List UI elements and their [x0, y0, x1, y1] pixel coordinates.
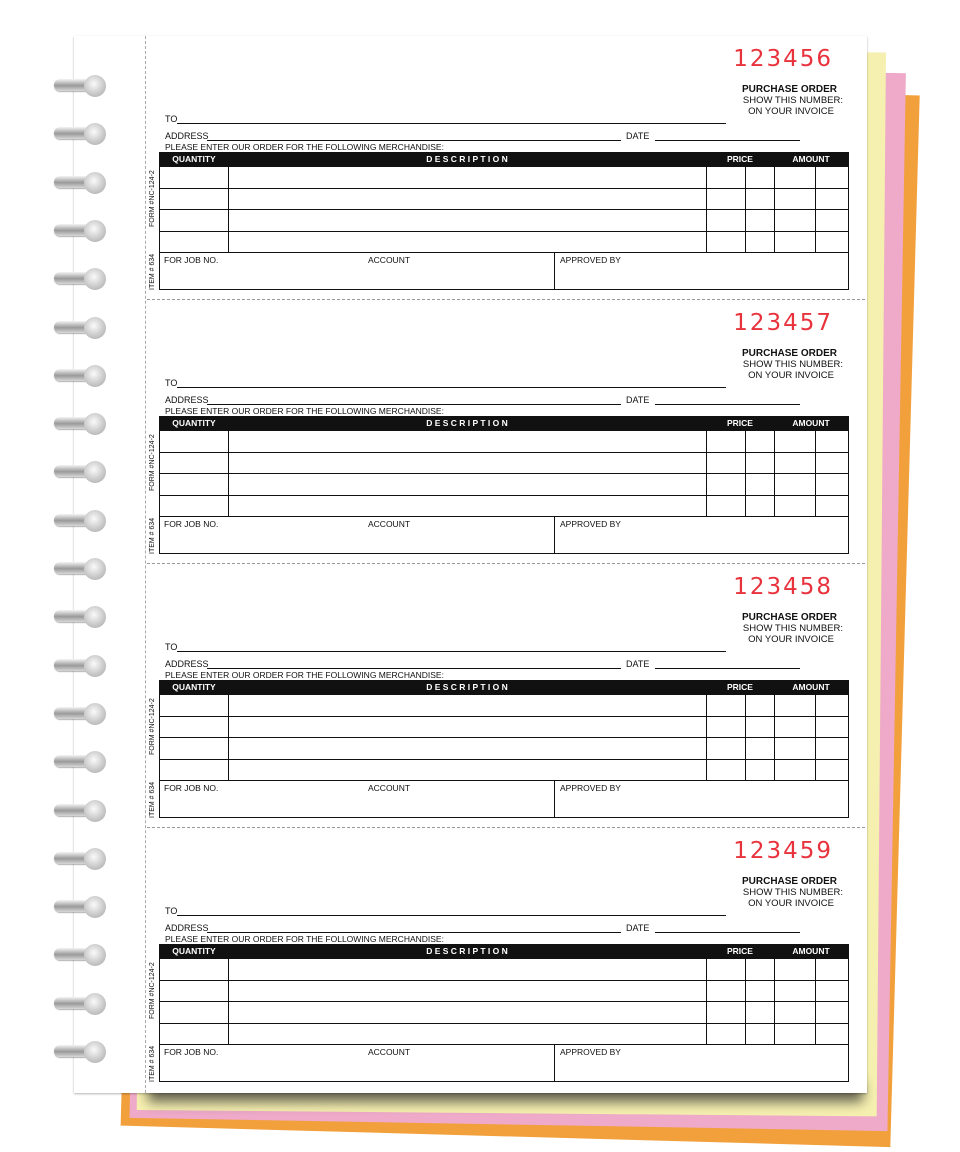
show-number-note: SHOW THIS NUMBER: — [742, 623, 843, 634]
column-divider — [745, 167, 746, 253]
order-table — [159, 680, 849, 818]
column-amount: AMOUNT — [792, 946, 830, 956]
job-number-label: FOR JOB NO. — [164, 783, 219, 793]
account-label: ACCOUNT — [368, 1047, 411, 1057]
to-field[interactable] — [177, 123, 726, 124]
column-divider — [228, 153, 229, 253]
to-label: TO — [165, 378, 178, 388]
spiral-ring-icon — [54, 988, 110, 1020]
table-row-line — [160, 252, 848, 253]
item-code: ITEM # 634 — [149, 1045, 156, 1082]
invoice-note: ON YOUR INVOICE — [748, 370, 834, 381]
account-label: ACCOUNT — [368, 519, 411, 529]
invoice-note: ON YOUR INVOICE — [748, 106, 834, 117]
po-title: PURCHASE ORDER — [741, 876, 837, 887]
spiral-ring-icon — [54, 553, 110, 585]
column-quantity: QUANTITY — [172, 154, 216, 164]
column-divider — [228, 417, 229, 517]
column-divider — [706, 417, 707, 517]
table-row-line — [160, 1001, 848, 1002]
column-price: PRICE — [727, 682, 753, 692]
order-table — [159, 944, 849, 1082]
form-code: FORM #NC-124-2 — [149, 698, 156, 755]
date-label: DATE — [626, 131, 650, 141]
date-label: DATE — [626, 659, 650, 669]
approved-by-label: APPROVED BY — [560, 255, 621, 265]
form-code: FORM #NC-124-2 — [149, 962, 156, 1019]
approved-by-label: APPROVED BY — [560, 783, 621, 793]
column-divider — [815, 167, 816, 253]
invoice-note: ON YOUR INVOICE — [748, 898, 834, 909]
date-field[interactable] — [655, 140, 800, 141]
column-amount: AMOUNT — [792, 154, 830, 164]
column-description: D E S C R I P T I O N — [426, 946, 508, 956]
address-label: ADDRESS — [165, 923, 209, 933]
column-divider — [228, 681, 229, 781]
spiral-ring-icon — [54, 505, 110, 537]
spiral-ring-icon — [54, 167, 110, 199]
form-code: FORM #NC-124-2 — [149, 434, 156, 491]
purchase-order-form — [147, 568, 865, 832]
order-table — [159, 152, 849, 290]
purchase-order-form — [147, 304, 865, 568]
spiral-ring-icon — [54, 118, 110, 150]
table-row-line — [160, 1044, 848, 1045]
column-divider — [706, 681, 707, 781]
column-amount: AMOUNT — [792, 682, 830, 692]
spiral-ring-icon — [54, 263, 110, 295]
date-label: DATE — [626, 395, 650, 405]
order-instruction: PLEASE ENTER OUR ORDER FOR THE FOLLOWING MERCHANDISE: — [165, 670, 444, 680]
spiral-ring-icon — [54, 312, 110, 344]
po-number: 123458 — [733, 574, 833, 600]
column-quantity: QUANTITY — [172, 682, 216, 692]
column-divider — [815, 959, 816, 1045]
table-row-line — [160, 980, 848, 981]
po-number: 123456 — [733, 46, 833, 72]
address-label: ADDRESS — [165, 131, 209, 141]
footer-divider — [554, 517, 555, 554]
table-row-line — [160, 188, 848, 189]
footer-divider — [554, 253, 555, 290]
date-label: DATE — [626, 923, 650, 933]
spiral-ring-icon — [54, 360, 110, 392]
address-field[interactable] — [207, 404, 621, 405]
column-divider — [774, 681, 775, 781]
to-field[interactable] — [177, 915, 726, 916]
column-divider — [815, 431, 816, 517]
to-label: TO — [165, 642, 178, 652]
po-title: PURCHASE ORDER — [741, 612, 837, 623]
spiral-ring-icon — [54, 650, 110, 682]
approved-by-label: APPROVED BY — [560, 1047, 621, 1057]
purchase-order-form — [147, 40, 865, 304]
po-title: PURCHASE ORDER — [741, 348, 837, 359]
po-title: PURCHASE ORDER — [741, 84, 837, 95]
invoice-note: ON YOUR INVOICE — [748, 634, 834, 645]
table-row-line — [160, 516, 848, 517]
column-price: PRICE — [727, 418, 753, 428]
spiral-ring-icon — [54, 939, 110, 971]
column-description: D E S C R I P T I O N — [426, 154, 508, 164]
address-label: ADDRESS — [165, 395, 209, 405]
spiral-ring-icon — [54, 408, 110, 440]
job-number-label: FOR JOB NO. — [164, 1047, 219, 1057]
stub-perforation — [145, 36, 146, 1093]
table-row-line — [160, 1023, 848, 1024]
address-field[interactable] — [207, 932, 621, 933]
table-row-line — [160, 737, 848, 738]
column-divider — [706, 945, 707, 1045]
column-price: PRICE — [727, 946, 753, 956]
column-divider — [228, 945, 229, 1045]
address-field[interactable] — [207, 668, 621, 669]
po-number: 123459 — [733, 838, 833, 864]
table-row-line — [160, 452, 848, 453]
spiral-ring-icon — [54, 843, 110, 875]
order-instruction: PLEASE ENTER OUR ORDER FOR THE FOLLOWING MERCHANDISE: — [165, 934, 444, 944]
column-divider — [745, 695, 746, 781]
show-number-note: SHOW THIS NUMBER: — [742, 95, 843, 106]
address-label: ADDRESS — [165, 659, 209, 669]
column-divider — [745, 959, 746, 1045]
column-divider — [774, 153, 775, 253]
column-price: PRICE — [727, 154, 753, 164]
footer-divider — [554, 1045, 555, 1082]
column-divider — [745, 431, 746, 517]
spiral-ring-icon — [54, 891, 110, 923]
column-description: D E S C R I P T I O N — [426, 682, 508, 692]
job-number-label: FOR JOB NO. — [164, 255, 219, 265]
table-row-line — [160, 209, 848, 210]
column-divider — [706, 153, 707, 253]
table-row-line — [160, 231, 848, 232]
column-divider — [774, 417, 775, 517]
column-quantity: QUANTITY — [172, 418, 216, 428]
to-field[interactable] — [177, 387, 726, 388]
table-row-line — [160, 495, 848, 496]
spiral-ring-icon — [54, 1036, 110, 1068]
table-row-line — [160, 716, 848, 717]
footer-divider — [554, 781, 555, 818]
spiral-ring-icon — [54, 698, 110, 730]
order-instruction: PLEASE ENTER OUR ORDER FOR THE FOLLOWING MERCHANDISE: — [165, 142, 444, 152]
account-label: ACCOUNT — [368, 255, 411, 265]
show-number-note: SHOW THIS NUMBER: — [742, 887, 843, 898]
spiral-ring-icon — [54, 215, 110, 247]
column-divider — [774, 945, 775, 1045]
item-code: ITEM # 634 — [149, 781, 156, 818]
address-field[interactable] — [207, 140, 621, 141]
job-number-label: FOR JOB NO. — [164, 519, 219, 529]
spiral-ring-icon — [54, 746, 110, 778]
date-field[interactable] — [655, 668, 800, 669]
order-table — [159, 416, 849, 554]
item-code: ITEM # 634 — [149, 517, 156, 554]
spiral-ring-icon — [54, 70, 110, 102]
to-label: TO — [165, 906, 178, 916]
column-quantity: QUANTITY — [172, 946, 216, 956]
form-code: FORM #NC-124-2 — [149, 170, 156, 227]
column-amount: AMOUNT — [792, 418, 830, 428]
to-field[interactable] — [177, 651, 726, 652]
table-row-line — [160, 473, 848, 474]
column-description: D E S C R I P T I O N — [426, 418, 508, 428]
po-number: 123457 — [733, 310, 833, 336]
date-field[interactable] — [655, 404, 800, 405]
column-divider — [815, 695, 816, 781]
approved-by-label: APPROVED BY — [560, 519, 621, 529]
table-row-line — [160, 780, 848, 781]
spiral-ring-icon — [54, 456, 110, 488]
show-number-note: SHOW THIS NUMBER: — [742, 359, 843, 370]
to-label: TO — [165, 114, 178, 124]
spiral-ring-icon — [54, 795, 110, 827]
spiral-ring-icon — [54, 601, 110, 633]
account-label: ACCOUNT — [368, 783, 411, 793]
purchase-order-form — [147, 832, 865, 1096]
order-instruction: PLEASE ENTER OUR ORDER FOR THE FOLLOWING MERCHANDISE: — [165, 406, 444, 416]
table-row-line — [160, 759, 848, 760]
item-code: ITEM # 634 — [149, 253, 156, 290]
date-field[interactable] — [655, 932, 800, 933]
